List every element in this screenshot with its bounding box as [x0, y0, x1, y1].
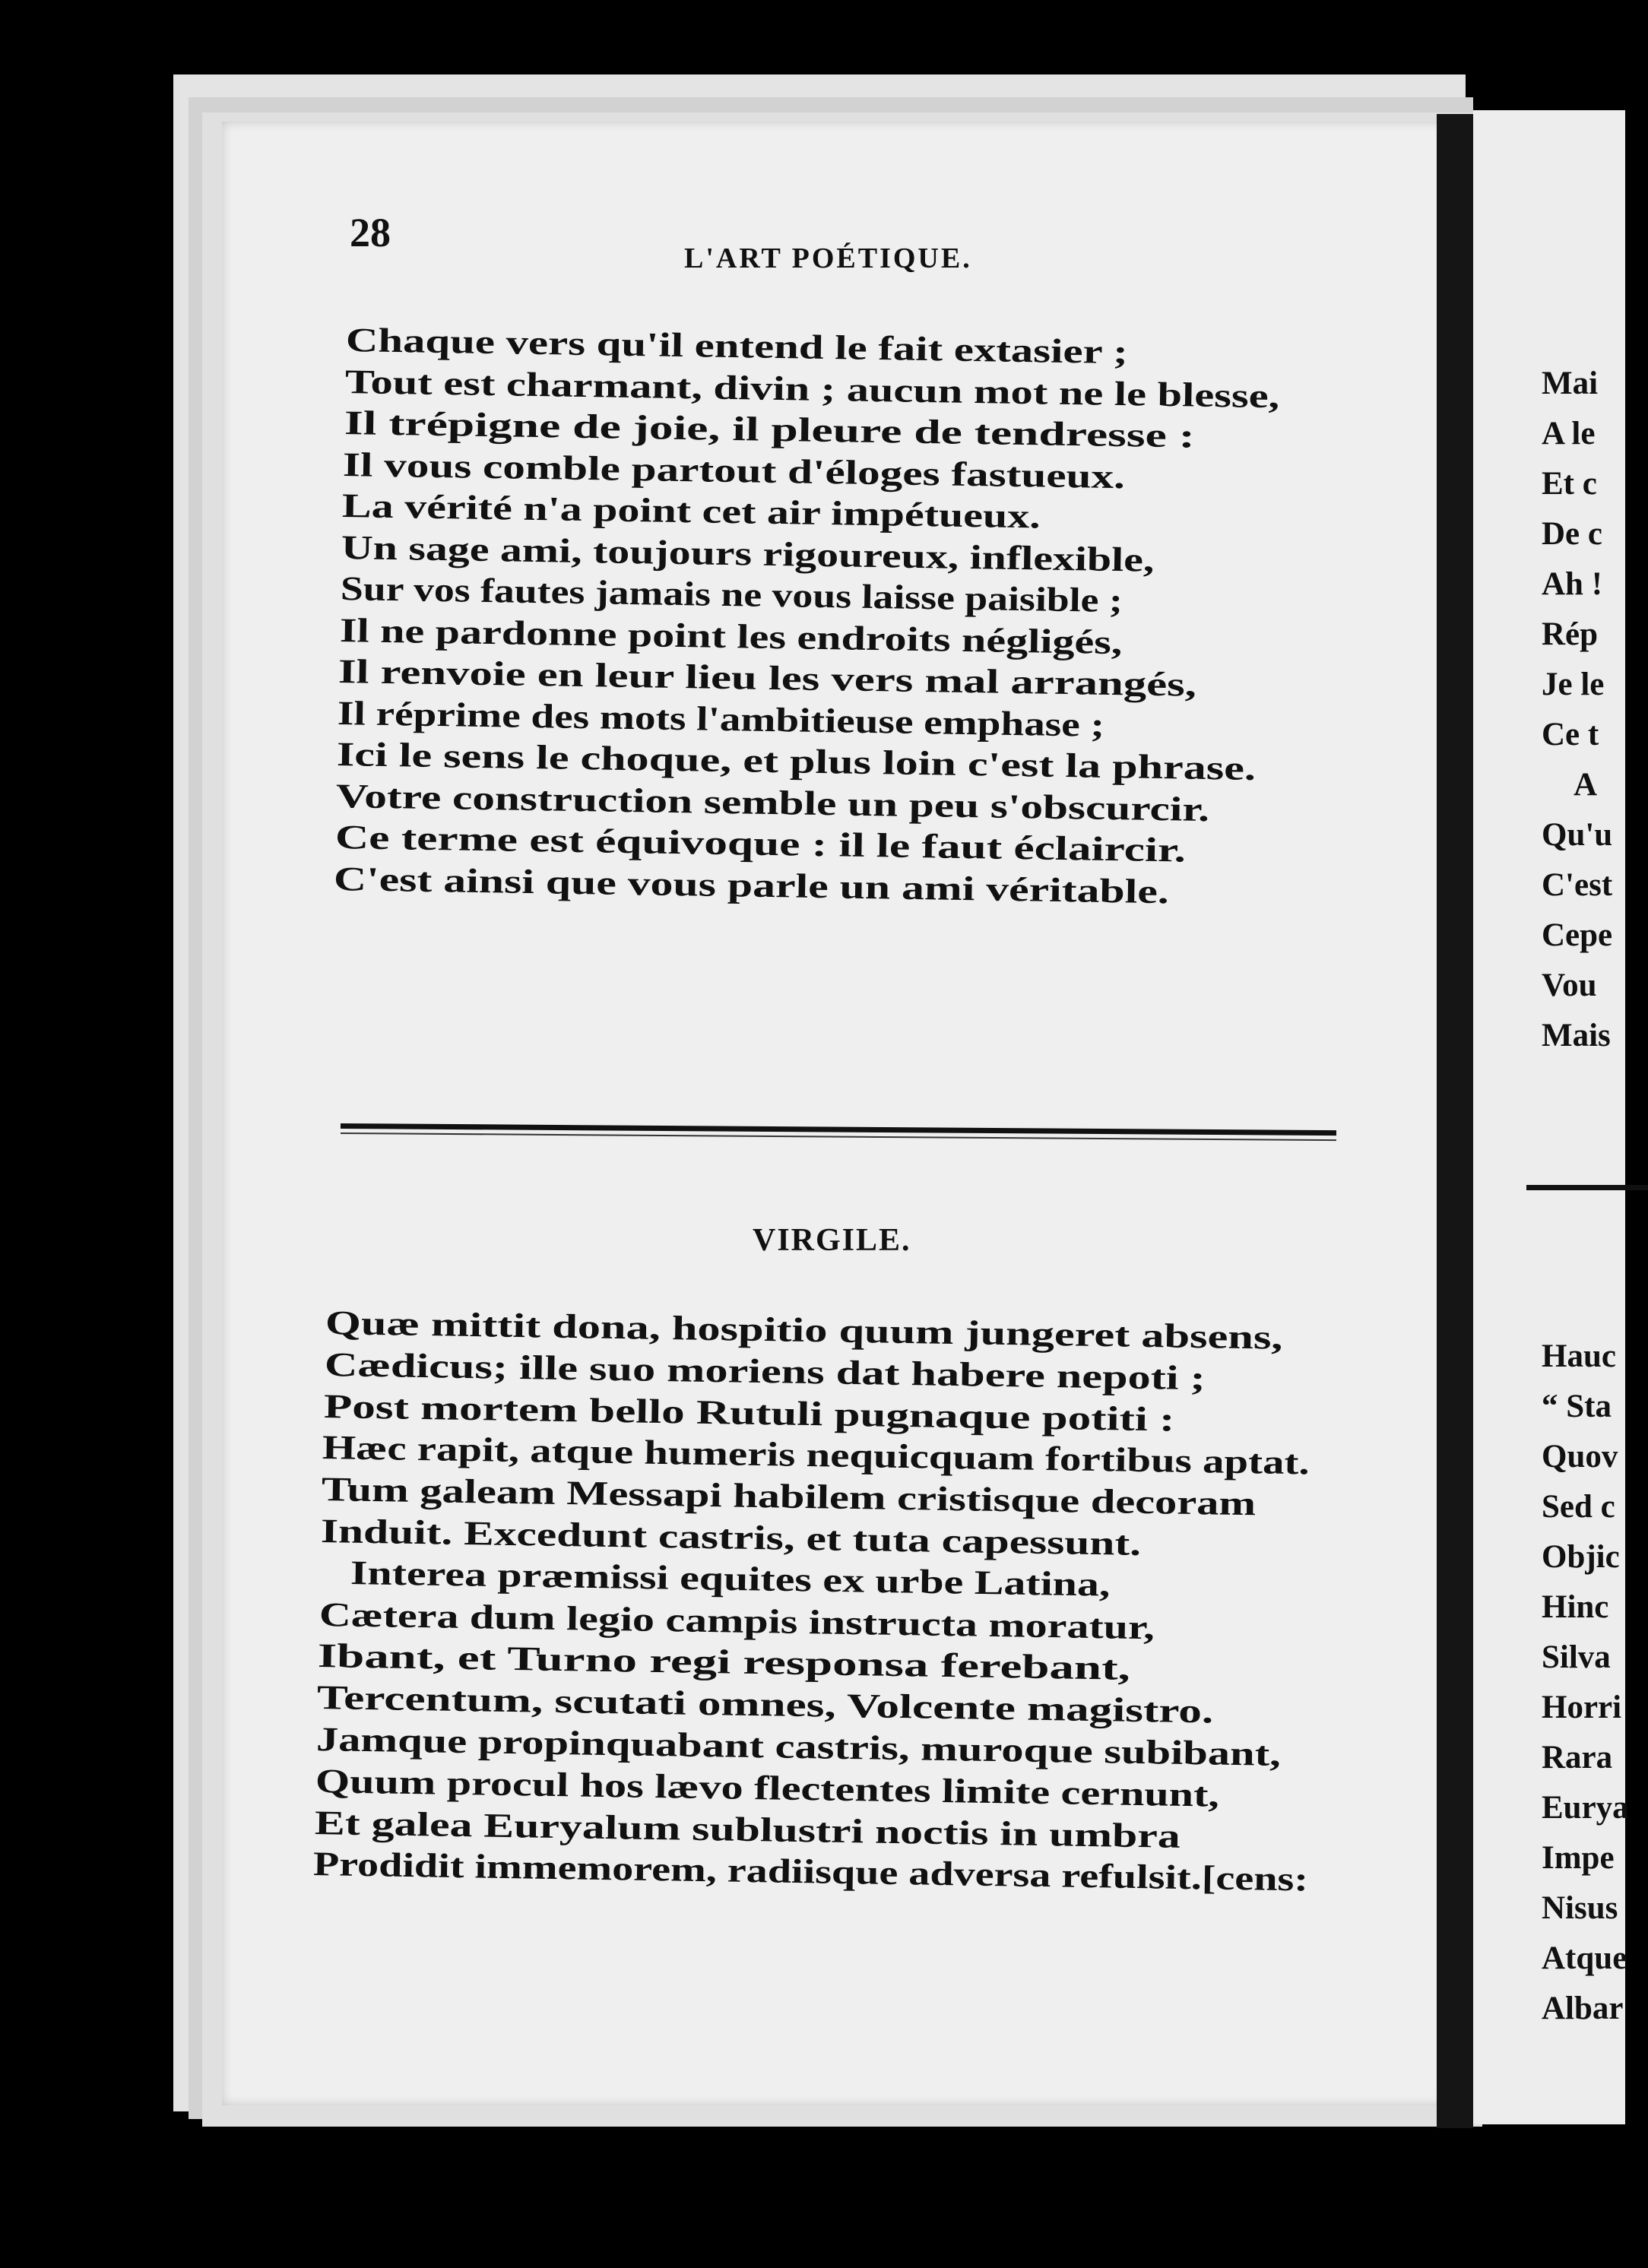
facing-page-line: Albar: [1542, 1991, 1624, 2026]
french-verse-line: Sur vos fautes jamais ne vous laisse paisible ;: [340, 569, 1123, 620]
facing-page-line: Silva: [1542, 1639, 1611, 1675]
facing-page-line: Rép: [1542, 616, 1599, 652]
facing-page-line: Mai: [1542, 366, 1599, 401]
facing-page-line: C'est: [1542, 867, 1613, 903]
latin-verse-line: Hæc rapit, atque humeris nequicquam fortibus aptat.: [322, 1428, 1310, 1482]
latin-verse-line: Cætera dum legio campis instructa moratur,: [319, 1595, 1155, 1646]
latin-verse-line: Post mortem bello Rutuli pugnaque potiti :: [323, 1386, 1175, 1439]
latin-verse-line: Ibant, et Turno regi responsa ferebant,: [318, 1636, 1131, 1688]
latin-verse-line: Jamque propinquabant castris, muroque subibant,: [315, 1720, 1282, 1773]
french-verse-line: Il réprime des mots l'ambitieuse emphase ;: [337, 693, 1105, 744]
french-verse-line: Il vous comble partout d'éloges fastueux.: [343, 445, 1126, 496]
facing-page-line: Horri: [1542, 1690, 1622, 1725]
running-head: L'ART POÉTIQUE.: [684, 242, 972, 274]
facing-page-line: Vou: [1542, 968, 1597, 1003]
french-verse-line: Chaque vers qu'il entend le fait extasier ;: [345, 321, 1129, 372]
latin-verse-line: Induit. Excedunt castris, et tuta capessunt.: [320, 1512, 1142, 1563]
facing-page-line: De c: [1542, 516, 1602, 552]
latin-verse-line: Quum procul hos lævo flectentes limite cernunt,: [315, 1761, 1220, 1814]
facing-page-line: Impe: [1542, 1840, 1615, 1876]
latin-verse-line: Prodidit immemorem, radiisque adversa refulsit.[cens:: [313, 1845, 1309, 1899]
facing-page-line: Objic: [1542, 1539, 1620, 1575]
section-title-virgile: VIRGILE.: [753, 1223, 911, 1258]
facing-page-line: Atque: [1542, 1940, 1627, 1976]
latin-verse-line: Cædicus; ille suo moriens dat habere nepoti ;: [324, 1345, 1206, 1397]
facing-page-line: Sed c: [1542, 1489, 1615, 1525]
french-verse-line: Il trépigne de joie, il pleure de tendresse :: [344, 404, 1195, 455]
facing-page-rule: [1526, 1185, 1648, 1190]
facing-page-line: Et c: [1542, 466, 1597, 502]
facing-page-line: Rara: [1542, 1740, 1613, 1775]
facing-page-line: Quov: [1542, 1439, 1618, 1475]
facing-page-line: Nisus: [1542, 1890, 1618, 1926]
french-verse-line: Votre construction semble un peu s'obscurcir.: [335, 776, 1210, 828]
page-number: 28: [350, 210, 391, 255]
latin-verse-line: Interea præmissi equites ex urbe Latina,: [350, 1553, 1111, 1604]
latin-verse-line: Et galea Euryalum sublustri noctis in umbra: [314, 1803, 1181, 1855]
french-verse-line: Ici le sens le choque, et plus loin c'est la phrase.: [336, 735, 1257, 787]
book-gutter: [1437, 114, 1473, 2128]
facing-page-line: Mais: [1542, 1018, 1611, 1053]
facing-page-line: Eurya: [1542, 1790, 1629, 1826]
french-verse-line: C'est ainsi que vous parle un ami véritable.: [334, 859, 1170, 911]
facing-page: [1473, 110, 1629, 2124]
facing-page-line: Ce t: [1542, 717, 1599, 752]
facing-page-line: Je le: [1542, 667, 1605, 702]
facing-page-line: A: [1574, 767, 1598, 803]
latin-verse-line: Tercentum, scutati omnes, Volcente magistro.: [316, 1678, 1214, 1731]
latin-verse-line: Quæ mittit dona, hospitio quum jungeret absens,: [325, 1303, 1283, 1357]
french-verse-line: Tout est charmant, divin ; aucun mot ne le blesse,: [344, 362, 1280, 415]
latin-verse-line: Tum galeam Messapi habilem cristisque decoram: [321, 1470, 1257, 1523]
facing-page-line: “ Sta: [1542, 1389, 1612, 1424]
facing-page-line: Qu'u: [1542, 817, 1613, 853]
french-verse-line: Il ne pardonne point les endroits négligés,: [339, 610, 1123, 661]
facing-page-line: A le: [1542, 416, 1596, 451]
facing-page-line: Hauc: [1542, 1338, 1616, 1374]
french-verse-line: Il renvoie en leur lieu les vers mal arrangés,: [338, 652, 1197, 704]
french-verse-line: Ce terme est équivoque : il le faut éclaircir.: [334, 818, 1186, 870]
facing-page-line: Ah !: [1542, 566, 1603, 602]
facing-page-line: Hinc: [1542, 1589, 1609, 1625]
facing-page-line: Cepe: [1542, 917, 1613, 953]
french-verse-line: Un sage ami, toujours rigoureux, inflexible,: [341, 527, 1155, 579]
french-verse-line: La vérité n'a point cet air impétueux.: [341, 486, 1041, 536]
